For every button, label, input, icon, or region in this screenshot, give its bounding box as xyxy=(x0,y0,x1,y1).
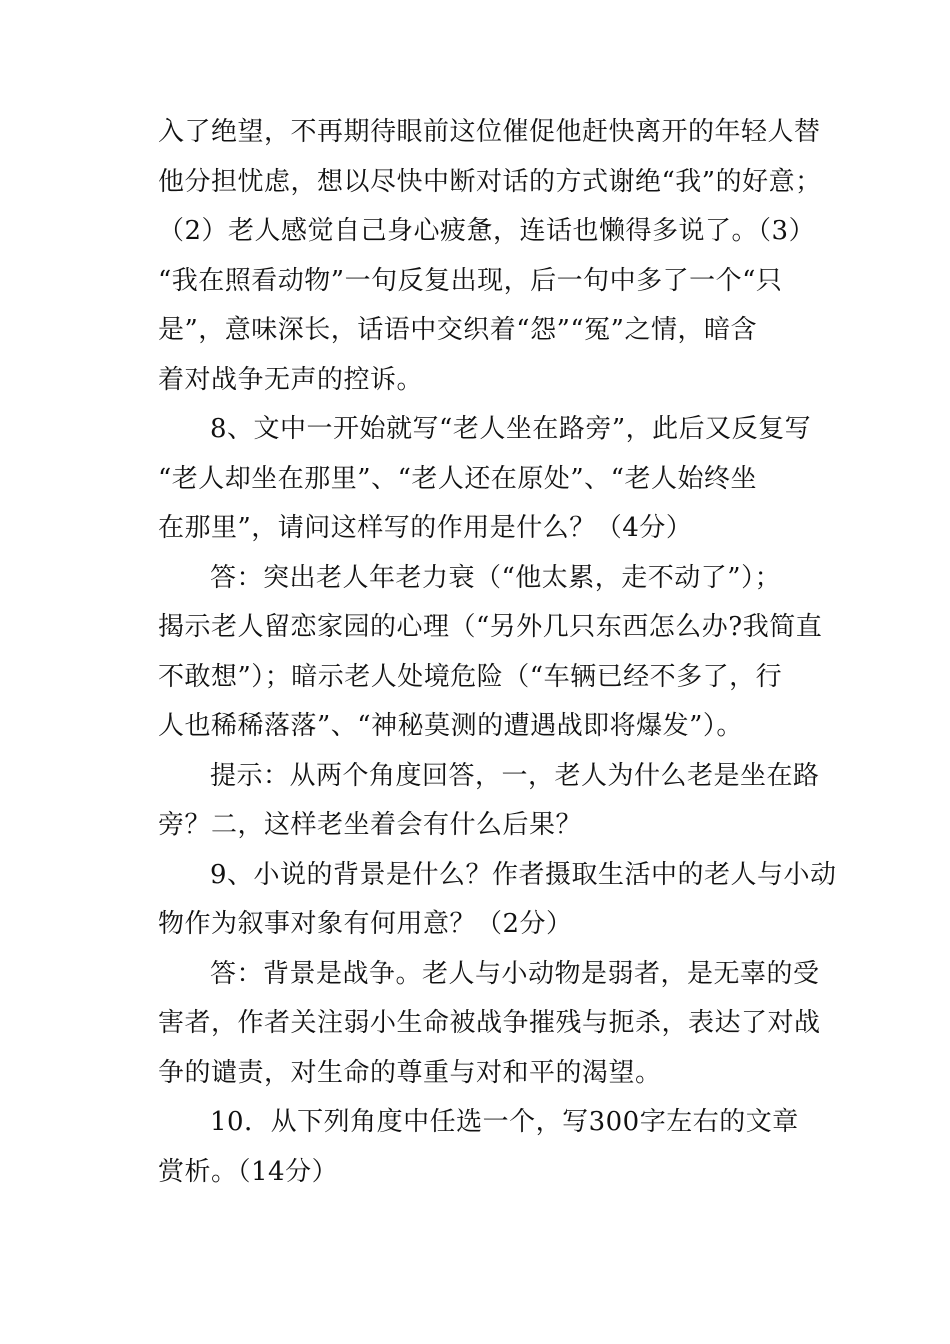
text-line: “老人却坐在那里”、“老人还在原处”、“老人始终坐 xyxy=(158,463,757,494)
text-line: 提示：从两个角度回答，一，老人为什么老是坐在路 xyxy=(210,760,820,791)
text-line: 入了绝望，不再期待眼前这位催促他赶快离开的年轻人替 xyxy=(158,117,821,147)
text-line: 9、小说的背景是什么？作者摄取生活中的老人与小动 xyxy=(210,859,837,890)
question-8 xyxy=(158,405,812,554)
text-line: 害者，作者关注弱小生命被战争摧残与扼杀，表达了对战 xyxy=(158,1008,821,1038)
text-line: 赏析。（14分） xyxy=(158,1156,339,1187)
text-line: 争的谴责，对生命的尊重与对和平的渴望。 xyxy=(158,1057,662,1088)
text-line: 不敢想”）；暗示老人处境危险（“车辆已经不多了，行 xyxy=(158,661,783,692)
text-line: 8、文中一开始就写“老人坐在路旁”，此后又反复写 xyxy=(210,414,812,444)
answer-8 xyxy=(158,554,823,752)
text-line: 答：背景是战争。老人与小动物是弱者，是无辜的受 xyxy=(210,958,820,989)
text-line: 是”，意味深长，话语中交织着“怨”“冤”之情，暗含 xyxy=(158,315,757,345)
text-line: 物作为叙事对象有何用意？（2分） xyxy=(158,909,573,939)
hint-8 xyxy=(158,752,820,851)
text-line: “我在照看动物”一句反复出现，后一句中多了一个“只 xyxy=(158,265,783,296)
text-line: 着对战争无声的控诉。 xyxy=(158,364,424,395)
text-line: （2）老人感觉自己身心疲惫，连话也懒得多说了。（3） xyxy=(158,216,816,246)
answer-9 xyxy=(158,950,821,1099)
text-line: 人也稀稀落落”、“神秘莫测的遭遇战即将爆发”）。 xyxy=(158,711,743,741)
question-9 xyxy=(158,851,837,950)
question-10 xyxy=(158,1098,798,1197)
text-line: 答：突出老人年老力衰（“他太累，走不动了”）； xyxy=(210,562,782,593)
text-line: 揭示老人留恋家园的心理（“另外几只东西怎么办?我简直 xyxy=(158,612,823,642)
text-line: 他分担忧虑，想以尽快中断对话的方式谢绝“我”的好意； xyxy=(158,166,822,197)
text-line: 旁？二，这样老坐着会有什么后果？ xyxy=(158,810,583,840)
text-line: 10．从下列角度中任选一个，写300字左右的文章 xyxy=(210,1107,799,1137)
answer-7-continued xyxy=(158,108,822,405)
document-body xyxy=(158,108,837,1197)
text-line: 在那里”，请问这样写的作用是什么？（4分） xyxy=(158,513,693,543)
